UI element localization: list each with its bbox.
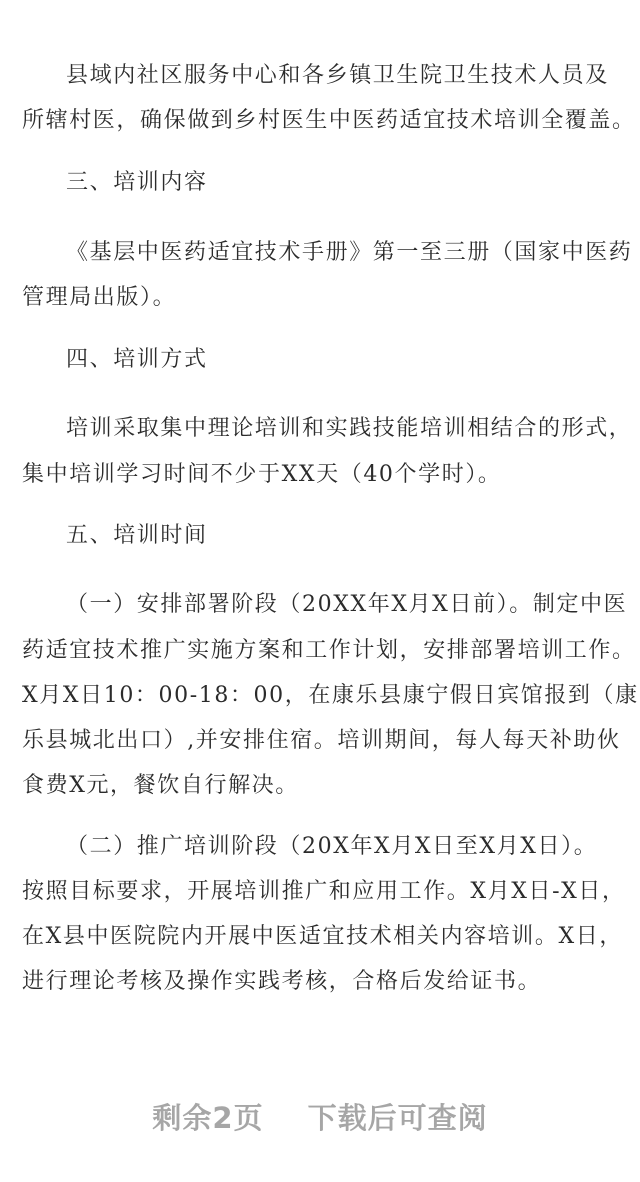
section-4-heading: 四、培训方式	[66, 347, 208, 372]
stage-1-line-2: 药适宜技术推广实施方案和工作计划，安排部署培训工作。	[22, 638, 636, 663]
download-more-banner[interactable]	[0, 1096, 640, 1137]
scope-paragraph-line-2: 所辖村医，确保做到乡村医生中医药适宜技术培训全覆盖。	[22, 108, 636, 133]
stage-1-line-3: X月X日10：00-18：00，在康乐县康宁假日宾馆报到（康	[22, 683, 639, 708]
stage-1-line-4: 乐县城北出口）,并安排住宿。培训期间，每人每天补助伙	[22, 728, 621, 753]
download-prompt-label: 下载后可查阅	[307, 1101, 488, 1135]
remaining-pages-label: 剩余2页	[152, 1101, 264, 1135]
stage-1-line-5: 食费X元，餐饮自行解决。	[22, 773, 299, 798]
stage-2-line-1: （二）推广培训阶段（20X年X月X日至X月X日）。	[66, 834, 598, 859]
section-3-heading: 三、培训内容	[66, 170, 208, 195]
stage-1-line-1: （一）安排部署阶段（20XX年X月X日前）。制定中医	[66, 592, 628, 617]
section-4-line-1: 培训采取集中理论培训和实践技能培训相结合的形式，	[66, 416, 633, 441]
section-4-line-2: 集中培训学习时间不少于XX天（40个学时）。	[22, 462, 502, 487]
stage-2-line-2: 按照目标要求，开展培训推广和应用工作。X月X日-X日，	[22, 879, 626, 904]
scope-paragraph-line-1: 县域内社区服务中心和各乡镇卫生院卫生技术人员及	[66, 63, 609, 88]
section-3-line-2: 管理局出版）。	[22, 285, 177, 310]
section-5-heading: 五、培训时间	[66, 523, 208, 548]
stage-2-line-4: 进行理论考核及操作实践考核，合格后发给证书。	[22, 969, 542, 994]
section-3-line-1: 《基层中医药适宜技术手册》第一至三册（国家中医药	[66, 240, 633, 265]
stage-2-line-3: 在X县中医院院内开展中医适宜技术相关内容培训。X日，	[22, 924, 623, 949]
